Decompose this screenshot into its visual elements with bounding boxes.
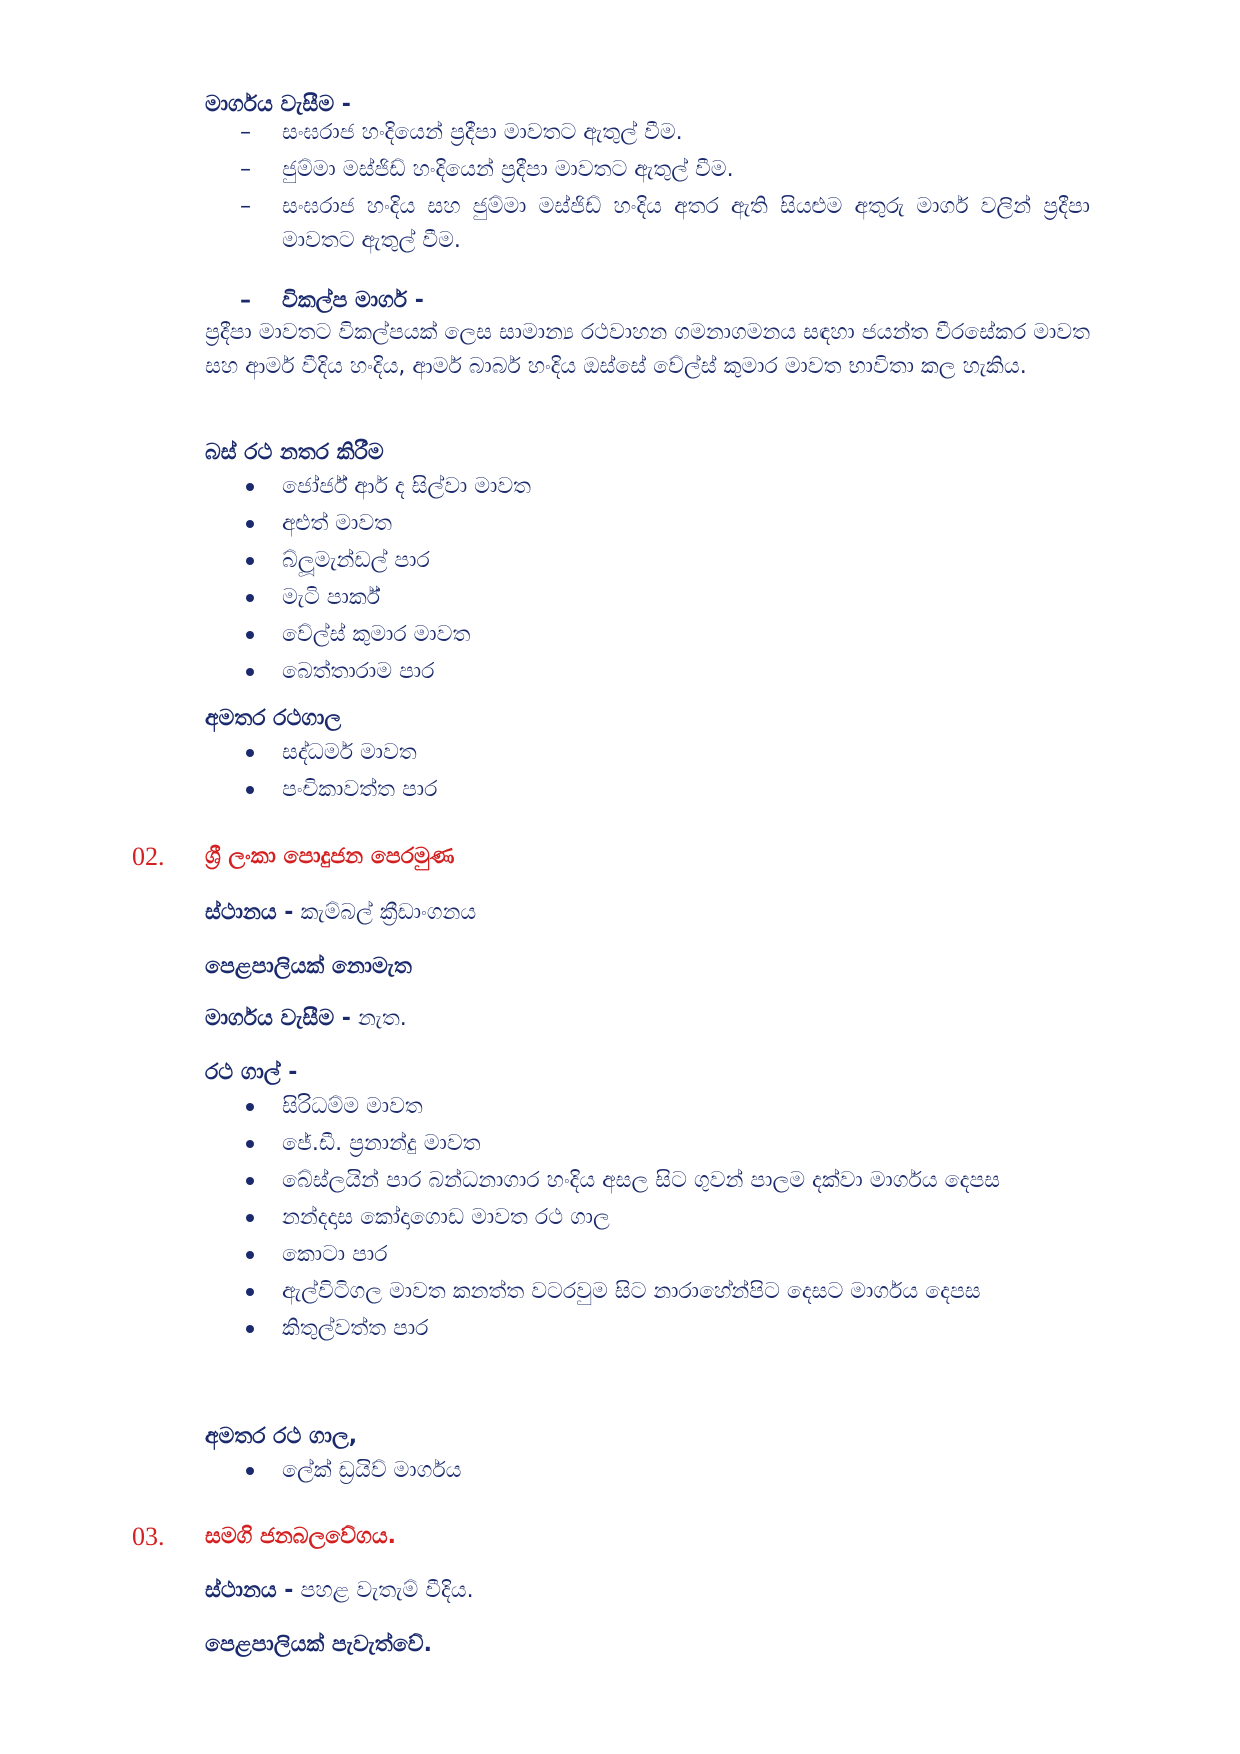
venue-label: ස්ථානය - <box>205 900 294 925</box>
section-title: ශ්‍රී ලංකා පොදුජන පෙරමුණ <box>205 844 455 869</box>
bullet-icon <box>246 557 254 565</box>
section-title: සමගි ජනබලවේගය. <box>205 1524 397 1549</box>
bullet-icon <box>246 1103 254 1111</box>
bus-stop-heading: බස් රථ නතර කිරීම <box>205 440 384 465</box>
list-item: අළුත් මාවත <box>240 507 1090 541</box>
bullet-icon <box>246 631 254 639</box>
venue-line <box>205 1574 1090 1608</box>
dash-marker: – <box>240 120 251 145</box>
bullet-icon <box>246 786 254 794</box>
bus-stop-list <box>240 470 1090 692</box>
bullet-icon <box>246 1214 254 1222</box>
bullet-icon <box>246 749 254 757</box>
bullet-icon <box>246 1325 254 1333</box>
list-item: කොටා පාර <box>240 1238 1090 1272</box>
venue-value: කැම්බල් ක්‍රීඩාංගනය <box>300 900 477 925</box>
list-item: – සංඝරාජ හංදියෙන් ප්‍රදීපා මාවතට ඇතුල් වීම. <box>240 116 1090 150</box>
procession-status: පෙළපාලියක් පැවැත්වේ. <box>205 1632 432 1657</box>
venue-label: ස්ථානය - <box>205 1578 294 1603</box>
dash-marker: – <box>240 157 251 182</box>
parking-list <box>240 1090 1090 1349</box>
list-item: – ජුම්මා මස්ජිඩ් හංදියෙන් ප්‍රදීපා මාවතට ඇතුල් වීම. <box>240 153 1090 187</box>
extra-parking-heading: අමතර රථගාල <box>205 706 342 731</box>
list-item: බ්ලූමැන්ඩල් පාර <box>240 544 1090 578</box>
bullet-icon <box>246 1288 254 1296</box>
alternative-route-paragraph: ප්‍රදීපා මාවතට විකල්පයක් ලෙස සාමාන්‍ය රථවාහන ගමනාගමනය සඳහා ජයන්ත වීරසේකර මාවත සහ ආමර් වීදිය හංදිය, ආමර් බාබර් හංදිය ඔස්සේ වේල්ස් කුමාර මාවත භාවිතා කල හැකිය. <box>205 320 1090 379</box>
venue-line <box>205 896 1090 930</box>
list-item: – විකල්ප මාර්ග - <box>240 284 1090 318</box>
list-item: වේල්ස් කුමාර මාවත <box>240 618 1090 652</box>
list-item: කිතුල්වත්ත පාර <box>240 1312 1090 1346</box>
venue-value: පහළ වැතැම් වීදිය. <box>300 1578 474 1603</box>
procession-status: පෙළපාලියක් නොමැත <box>205 954 412 979</box>
road-closure-label: මාර්ගය වැසීම - <box>205 1006 351 1031</box>
road-closure-list <box>240 116 1090 261</box>
list-item: – සංඝරාජ හංදිය සහ ජුම්මා මස්ජිඩ් හංදිය අතර ඇති සියළුම අතුරු මාර්ග වලින් ප්‍රදීපා මාවතට ඇතුල් වීම. <box>240 190 1090 258</box>
bullet-icon <box>246 1467 254 1475</box>
bullet-icon <box>246 483 254 491</box>
extra-parking-list <box>240 1454 1090 1491</box>
bullet-icon <box>246 1177 254 1185</box>
bullet-icon <box>246 594 254 602</box>
bullet-icon <box>246 1140 254 1148</box>
dash-marker: – <box>240 194 251 219</box>
extra-parking-list <box>240 736 1090 810</box>
section-number: 02. <box>132 842 165 871</box>
list-item: සිරිධම්ම මාවත <box>240 1090 1090 1124</box>
road-closure-heading: මාර්ගය වැසීම - <box>205 92 351 117</box>
road-closure-line <box>205 1002 1090 1036</box>
dash-marker: – <box>240 288 251 313</box>
list-item: බේස්ලයින් පාර බන්ධනාගාර හංදිය අසල සිට ගුවන් පාලම දක්වා මාර්ගය දෙපස <box>240 1164 1090 1198</box>
section-number: 03. <box>132 1522 165 1551</box>
list-item: ජෝර්ජ් ආර් ද සිල්වා මාවත <box>240 470 1090 504</box>
bullet-icon <box>246 668 254 676</box>
list-item: ලේක් ඩ්‍රයිව් මාර්ගය <box>240 1454 1090 1488</box>
list-item: ඇල්විටිගල මාවත කනත්ත වටරවුම සිට නාරාහේන්පිට දෙසට මාර්ගය දෙපස <box>240 1275 1090 1309</box>
road-closure-value: නැත. <box>357 1006 407 1031</box>
list-item: බෙත්තාරාම පාර <box>240 655 1090 689</box>
parking-heading: රථ ගාල් - <box>205 1060 298 1085</box>
bullet-icon <box>246 1251 254 1259</box>
list-item: මැටි පාර්ක් <box>240 581 1090 615</box>
list-item: ජේ.ඩී. ප්‍රනාන්දු මාවත <box>240 1127 1090 1161</box>
list-item: සද්ධර්ම මාවත <box>240 736 1090 770</box>
extra-parking-heading: අමතර රථ ගාල, <box>205 1424 358 1449</box>
list-item: නන්දදාස කෝදාගොඩ මාවත රථ ගාල <box>240 1201 1090 1235</box>
bullet-icon <box>246 520 254 528</box>
list-item: පංචිකාවත්ත පාර <box>240 773 1090 807</box>
